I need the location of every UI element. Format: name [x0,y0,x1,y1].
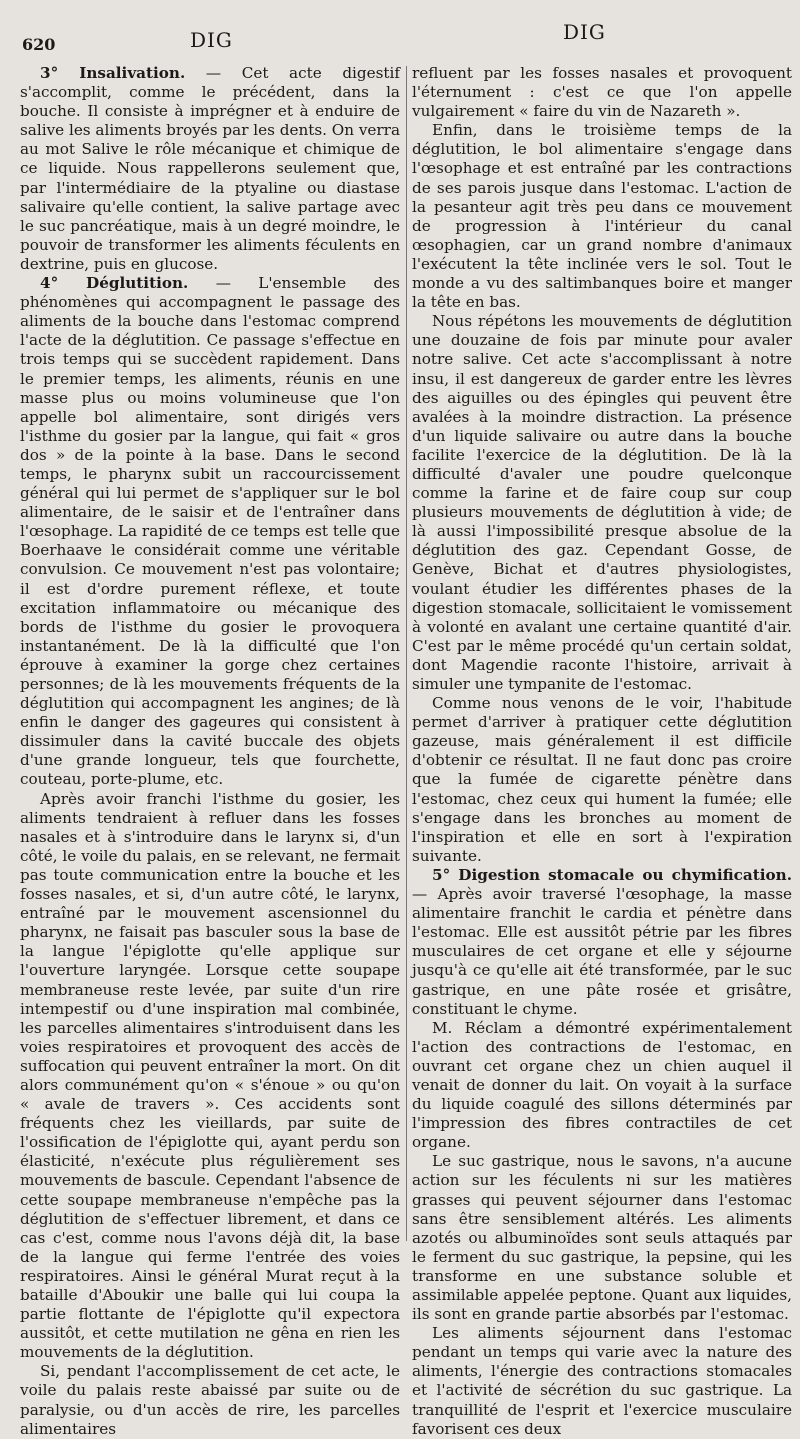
paragraph: Nous répétons les mouvements de déglutition une douzaine de fois par minute pour avaler notre salive. Cet acte s'accomplissant à notre insu, il est dangereux de garder entre les lèvres des aiguilles ou des épingles qui peuvent être avalées à la moindre distraction. La présence d'un liquide salivaire ou autre dans la bouche facilite l'exercice de la déglutition. De là la difficulté d'avaler une poudre quelconque comme la farine et de faire coup sur coup plusieurs mouvements de déglutition à vide; de là aussi l'impossibilité presque absolue de la déglutition des gaz. Cependant Gosse, de Genève, Bichat et d'autres physiologistes, voulant étudier les différentes phases de la digestion stomacale, sollicitaient le vomissement à volonté en avalant une certaine quantité d'air. C'est par le même procédé qu'un certain soldat, dont Magendie raconte l'histoire, arrivait à simuler une tympanite de l'estomac. [412,312,792,693]
running-header-right: DIG [563,20,606,44]
column-divider [406,66,407,1241]
paragraph-insalivation [20,64,400,274]
paragraph: Comme nous venons de le voir, l'habitude permet d'arriver à pratiquer cette déglutition gazeuse, mais généralement il est difficile d'obtenir ce résultat. Il ne faut donc pas croire que la fumée de cigarette pénètre dans l'estomac, chez ceux qui hument la fumée; elle s'engage dans les bronches au moment de l'inspiration et elle en sort à l'expiration suivante. [412,694,792,865]
paragraph: Après avoir franchi l'isthme du gosier, les aliments tendraient à refluer dans les fosses nasales et à s'introduire dans le larynx si, d'un côté, le voile du palais, en se relevant, ne fermait pas toute communication entre la bouche et les fosses nasales, et si, d'un autre côté, le larynx, entraîné par le mouvement ascensionnel du pharynx, ne faisait pas basculer sous la base de la langue l'épiglotte qu'elle applique sur l'ouverture laryngée. Lorsque cette soupape membraneuse reste levée, par suite d'un rire intempestif ou d'une inspiration mal combinée, les parcelles alimentaires s'introduisent dans les voies respiratoires et provoquent des accès de suffocation qui peuvent entraîner la mort. On dit alors communément qu'on « s'énoue » ou qu'on « avale de travers ». Ces accidents sont fréquents chez les vieillards, par suite de l'ossification de l'épiglotte qui, ayant perdu son élasticité, n'exécute plus régulièrement ses mouvements de bascule. Cependant l'absence de cette soupape membraneuse n'empêche pas la déglutition de s'effectuer librement, et dans ce cas c'est, comme nous l'avons déjà dit, la base de la langue qui ferme l'entrée des voies respiratoires. Ainsi le général Murat reçut à la bataille d'Aboukir une balle qui lui coupa la partie flottante de l'épiglotte qu'il expectora aussitôt, et cette mutilation ne gêna en rien les mouvements de la déglutition. [20,789,401,1362]
paragraph-text: — L'ensemble des phénomènes qui accompagnent le passage des aliments de la bouche dans l'estomac comprend l'acte de la déglutition. Ce passage s'effectue en trois temps qui se succèdent rapidement. Dans le premier temps, les aliments, réunis en une masse plus ou moins volumineuse que l'on appelle bol alimentaire, sont dirigés vers l'isthme du gosier par la langue, qui fait « gros dos » de la pointe à la base. Dans le second temps, le pharynx subit un raccourcissement général qui lui permet de s'appliquer sur le bol alimentaire, de le saisir et de l'entraîner dans l'œsophage. La rapidité de ce temps est telle que Boerhaave le considérait comme une véritable convulsion. Ce mouvement n'est pas volontaire; il est d'ordre purement réflexe, et toute excitation inflammatoire ou mécanique des bords de l'isthme du gosier le provoquera instantanément. De là la difficulté que l'on éprouve à examiner la gorge chez certaines personnes; de là les mouvements fréquents de la déglutition qui accompagnent les angines; de là enfin le danger des gageures qui consistent à dissimuler dans la cavité buccale des objets d'une grande longueur, tels que fourchette, couteau, porte-plume, etc. [20,274,400,789]
paragraph: Le suc gastrique, nous le savons, n'a aucune action sur les féculents ni sur les matières grasses qui peuvent séjourner dans l'estomac sans être sensiblement altérés. Les aliments azotés ou albuminoïdes sont seuls attaqués par le ferment du suc gastrique, la pepsine, qui les transforme en une substance soluble et assimilable appelée peptone. Quant aux liquides, ils sont en grande partie absorbés par l'estomac. [412,1152,792,1324]
paragraph: Si, pendant l'accomplissement de cet acte, le voile du palais reste abaissé par suite ou de paralysie, ou d'un accès de rire, les parcelles alimentaires [20,1362,400,1438]
right-column [412,64,792,1439]
paragraph: Enfin, dans le troisième temps de la déglutition, le bol alimentaire s'engage dans l'œsophage et est entraîné par les contractions de ses parois jusque dans l'estomac. L'action de la pesanteur agit très peu dans ce mouvement de progression à l'intérieur du canal œsophagien, car un grand nombre d'animaux l'exécutent la tête inclinée vers le sol. Tout le monde a vu des saltimbanques boire et manger la tête en bas. [412,121,792,312]
paragraph-text: — Après avoir traversé l'œsophage, la masse alimentaire franchit le cardia et pénètre dans l'estomac. Elle est aussitôt pétrie par les fibres musculaires de cet organe et elle y séjourne jusqu'à ce qu'elle ait été transformée, par le suc gastrique, en une pâte rosée et grisâtre, constituant le chyme. [412,885,792,1018]
section-heading: 3° Insalivation. [40,64,186,82]
paragraph: Les aliments séjournent dans l'estomac pendant un temps qui varie avec la nature des aliments, l'énergie des contractions stomacales et l'activité de sécrétion du suc gastrique. La tranquillité de l'esprit et l'exercice musculaire favorisent ces deux [412,1324,792,1438]
paragraph-digestion-stomacale [412,866,792,1019]
paragraph: M. Réclam a démontré expérimentalement l'action des contractions de l'estomac, en ouvrant cet organe chez un chien auquel il venait de donner du lait. On voyait à la surface du liquide coagulé des sillons déterminés par l'impression des fibres contractiles de cet organe. [412,1018,792,1152]
running-header-left: DIG [190,28,233,52]
paragraph-deglutition [20,274,400,790]
section-heading: 5° Digestion stomacale ou chymification. [432,865,792,884]
page-number: 620 [22,35,56,54]
left-column [20,64,400,1439]
paragraph-text: — Cet acte digestif s'accomplit, comme le précédent, dans la bouche. Il consiste à imprégner et à enduire de salive les aliments broyés par les dents. On verra au mot Salive le rôle mécanique et chimique de ce liquide. Nous rappellerons seulement que, par l'intermédiaire de la ptyaline ou diastase salivaire qu'elle contient, la salive partage avec le suc pancréatique, mais à un degré moindre, le pouvoir de transformer les aliments féculents en dextrine, puis en glucose. [20,64,401,273]
paragraph-continued: refluent par les fosses nasales et provoquent l'éternument : c'est ce que l'on appelle vulgairement « faire du vin de Nazareth ». [412,64,792,121]
section-heading: 4° Déglutition. [40,274,189,293]
